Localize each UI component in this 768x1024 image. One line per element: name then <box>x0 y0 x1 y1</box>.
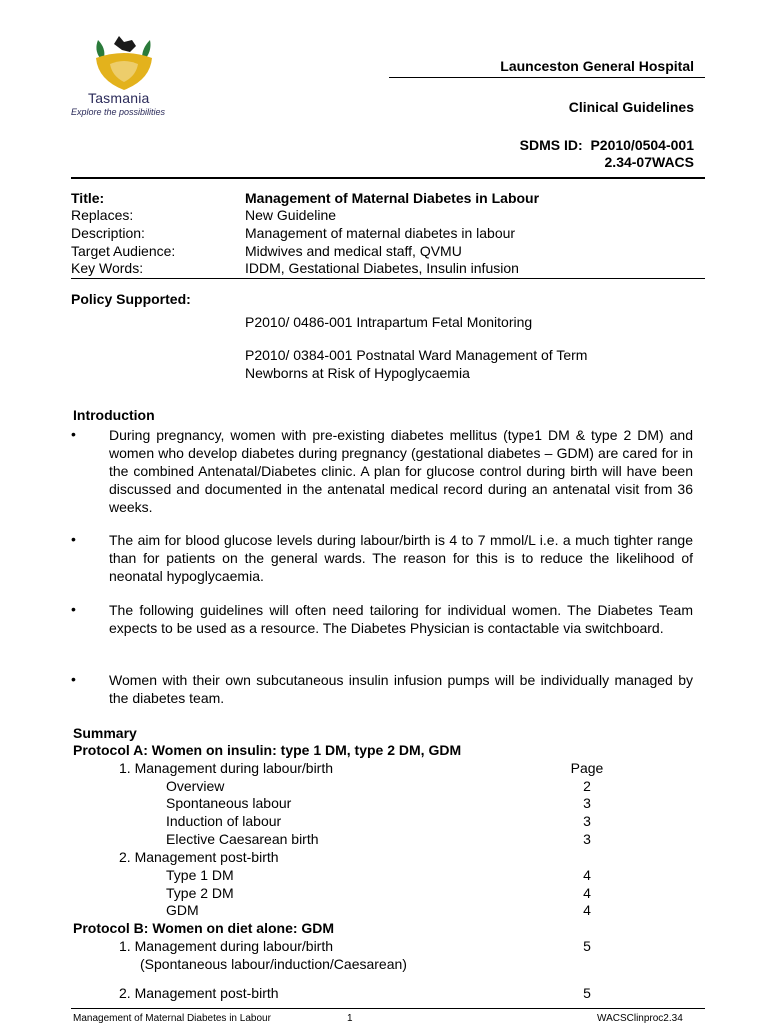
document-code: 2.34-07WACS <box>604 154 694 170</box>
policy-item-2-line-1: P2010/ 0384-001 Postnatal Ward Management of Term <box>245 347 588 363</box>
logo-leaf-right-icon <box>142 40 151 58</box>
toc-page-label: Page <box>570 760 604 776</box>
intro-heading: Introduction <box>73 407 155 423</box>
bullet-3-icon: • <box>71 601 76 617</box>
title-value: Management of Maternal Diabetes in Labour <box>245 190 540 206</box>
header-rule-main <box>71 177 705 179</box>
protocol-a-heading: Protocol A: Women on insulin: type 1 DM, type 2 DM, GDM <box>73 742 462 758</box>
keywords-label: Key Words: <box>71 260 144 276</box>
policy-heading: Policy Supported: <box>71 291 191 307</box>
intro-paragraph-1: During pregnancy, women with pre-existing diabetes mellitus (type1 DM & type 2 DM) and women who develop diabetes during pregnancy (gestational diabetes – GDM) are cared for in the combined Antenatal/Diabetes clinic. A plan for glucose control during birth will have been discussed and documented in the antenatal medical record during an antenatal visit from 36 weeks. <box>109 427 693 515</box>
description-value: Management of maternal diabetes in labour <box>245 225 516 241</box>
toc-type1: Type 1 DM <box>166 867 234 883</box>
toc-b2: 2. Management post-birth <box>119 985 279 1001</box>
toc-elective-page: 3 <box>583 831 591 847</box>
toc-b1-sub: (Spontaneous labour/induction/Caesarean) <box>140 956 407 972</box>
footer-page-number: 1 <box>347 1013 353 1024</box>
audience-value: Midwives and medical staff, QVMU <box>245 243 462 259</box>
toc-a2: 2. Management post-birth <box>119 849 279 865</box>
intro-paragraph-4: Women with their own subcutaneous insulin infusion pumps will be individually managed by the diabetes team. <box>109 672 693 706</box>
intro-paragraph-3: The following guidelines will often need tailoring for individual women. The Diabetes Team expects to be used as a resource. The Diabetes Physician is contactable via switchboard. <box>109 602 693 636</box>
toc-a1: 1. Management during labour/birth <box>119 760 334 776</box>
toc-induction-page: 3 <box>583 813 591 829</box>
policy-item-2-line-2: Newborns at Risk of Hypoglycaemia <box>245 365 470 381</box>
section-title: Clinical Guidelines <box>568 99 694 115</box>
replaces-value: New Guideline <box>245 207 337 223</box>
header-rule-top <box>389 77 705 78</box>
replaces-label: Replaces: <box>71 207 134 223</box>
title-label: Title: <box>71 190 105 206</box>
footer-rule <box>71 1008 705 1009</box>
intro-paragraph-2: The aim for blood glucose levels during labour/birth is 4 to 7 mmol/L i.e. a much tighter range than for patients on the general wards. The reason for this is to reduce the likelihood of neonatal hypoglycaemia. <box>109 532 693 584</box>
keywords-value: IDDM, Gestational Diabetes, Insulin infusion <box>245 260 519 276</box>
protocol-b-heading: Protocol B: Women on diet alone: GDM <box>73 920 335 936</box>
toc-induction: Induction of labour <box>166 813 282 829</box>
toc-b1: 1. Management during labour/birth <box>119 938 334 954</box>
logo-devil-icon <box>114 36 136 52</box>
audience-label: Target Audience: <box>71 243 176 259</box>
meta-rule <box>71 278 705 279</box>
summary-heading: Summary <box>73 725 137 741</box>
toc-overview-page: 2 <box>583 778 591 794</box>
bullet-4-icon: • <box>71 671 76 687</box>
sdms-value: P2010/0504-001 <box>590 137 694 153</box>
sdms-id <box>520 137 694 153</box>
bullet-2-icon: • <box>71 531 76 547</box>
toc-spontaneous: Spontaneous labour <box>166 795 292 811</box>
logo-wordmark: Tasmania <box>88 90 150 106</box>
logo-tagline: Explore the possibilities <box>71 107 166 117</box>
toc-gdm: GDM <box>166 902 199 918</box>
toc-b1-page: 5 <box>583 938 591 954</box>
toc-spontaneous-page: 3 <box>583 795 591 811</box>
sdms-label: SDMS ID: <box>519 137 583 153</box>
bullet-1-icon: • <box>71 426 76 442</box>
toc-overview: Overview <box>166 778 225 794</box>
toc-type2-page: 4 <box>583 885 591 901</box>
toc-b2-page: 5 <box>583 985 591 1001</box>
logo-leaf-left-icon <box>96 40 104 58</box>
toc-type2: Type 2 DM <box>166 885 234 901</box>
hospital-name: Launceston General Hospital <box>500 58 694 74</box>
footer-code: WACSClinproc2.34 <box>597 1013 683 1024</box>
footer-title: Management of Maternal Diabetes in Labour <box>73 1013 271 1024</box>
description-label: Description: <box>71 225 145 241</box>
toc-gdm-page: 4 <box>583 902 591 918</box>
policy-item-1: P2010/ 0486-001 Intrapartum Fetal Monitoring <box>245 314 533 330</box>
toc-type1-page: 4 <box>583 867 591 883</box>
toc-elective: Elective Caesarean birth <box>166 831 319 847</box>
